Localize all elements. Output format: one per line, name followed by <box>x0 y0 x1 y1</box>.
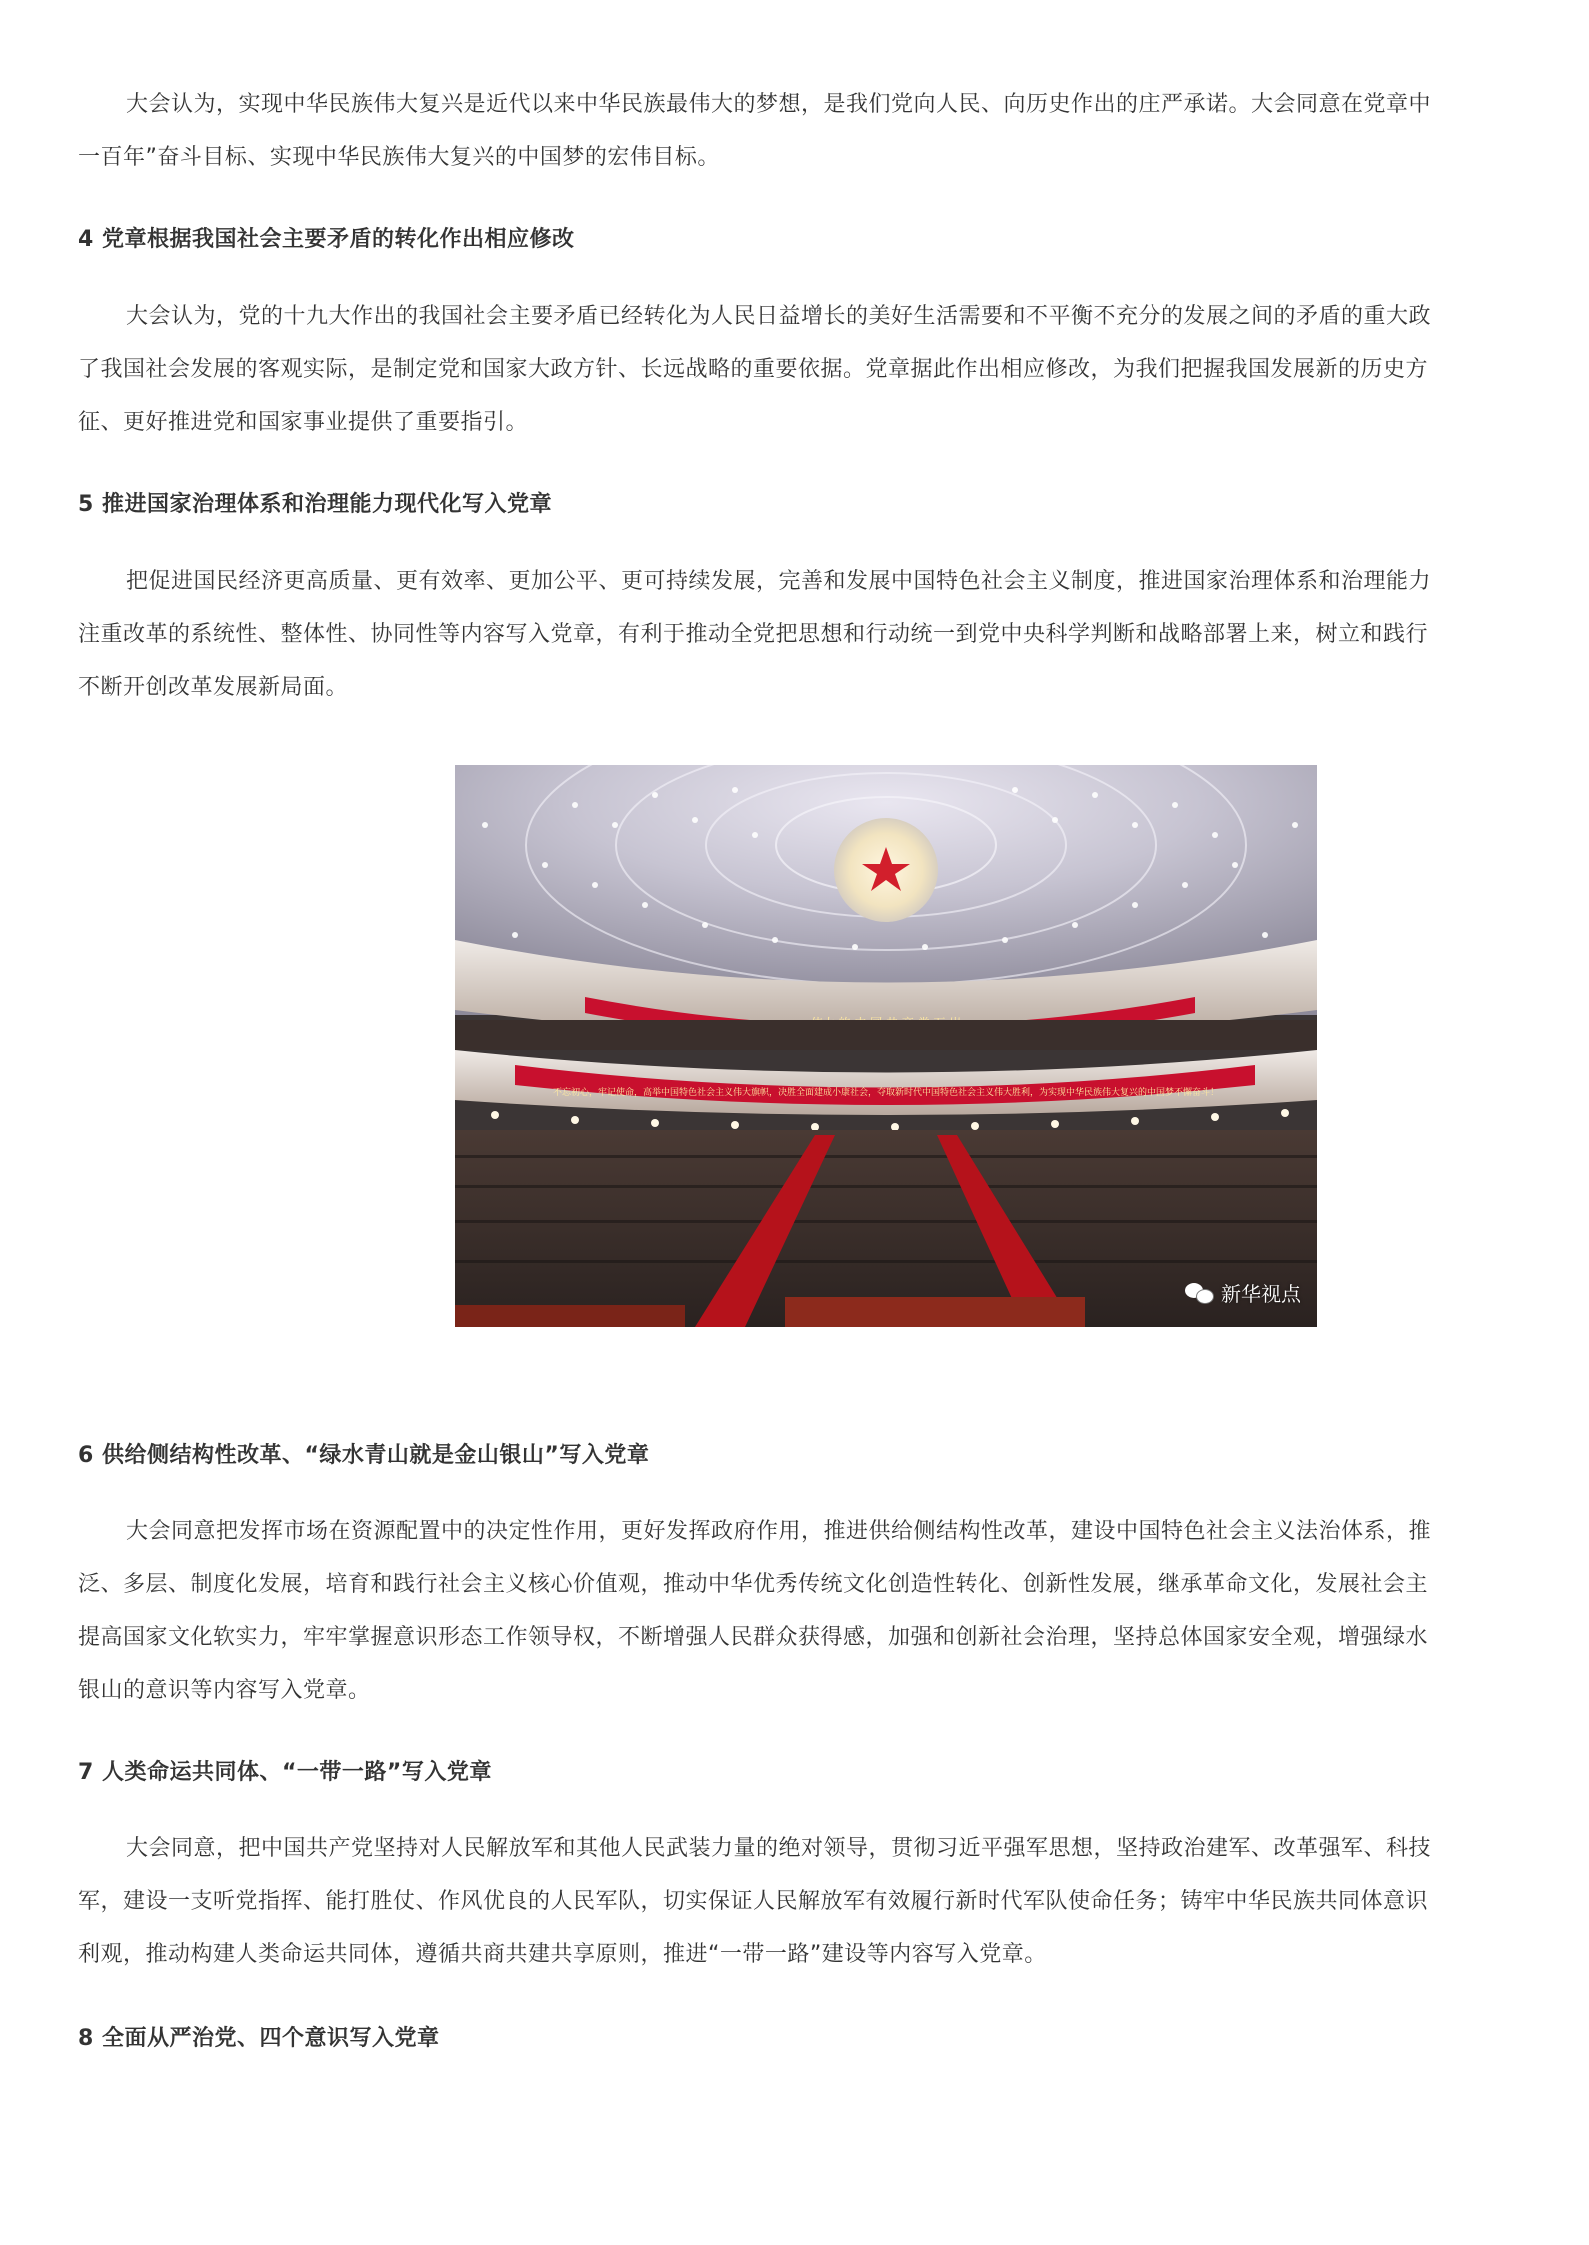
watermark <box>1185 1278 1301 1307</box>
paragraph-line: 把促进国民经济更高质量、更有效率、更加公平、更可持续发展，完善和发展中国特色社会主义制度，推进国家治理体系和治理能力 <box>126 569 1432 594</box>
paragraph-line: 军，建设一支听党指挥、能打胜仗、作风优良的人民军队，切实保证人民解放军有效履行新时代军队使命任务；铸牢中华民族共同体意识 <box>78 1889 1429 1914</box>
section-6-heading: 6 供给侧结构性改革、“绿水青山就是金山银山”写入党章 <box>78 1443 650 1468</box>
paragraph-line: 一百年”奋斗目标、实现中华民族伟大复兴的中国梦的宏伟目标。 <box>78 145 720 170</box>
paragraph-line: 大会认为，实现中华民族伟大复兴是近代以来中华民族最伟大的梦想，是我们党向人民、向历史作出的庄严承诺。大会同意在党章中 <box>126 92 1432 117</box>
lower-banner-text: 不忘初心，牢记使命，高举中国特色社会主义伟大旗帜，决胜全面建成小康社会，夺取新时代中国特色社会主义伟大胜利，为实现中华民族伟大复兴的中国梦不懈奋斗！ <box>552 1088 1220 1098</box>
section-4-paragraph <box>78 290 1518 449</box>
wechat-icon <box>1185 1281 1215 1305</box>
great-hall-photo <box>455 765 1317 1327</box>
paragraph-line: 不断开创改革发展新局面。 <box>78 675 349 700</box>
section-4-heading: 4 党章根据我国社会主要矛盾的转化作出相应修改 <box>78 227 575 252</box>
paragraph-line: 利观，推动构建人类命运共同体，遵循共商共建共享原则，推进“一带一路”建设等内容写入党章。 <box>78 1942 1047 1967</box>
paragraph-line: 大会同意把发挥市场在资源配置中的决定性作用，更好发挥政府作用，推进供给侧结构性改革，建设中国特色社会主义法治体系，推 <box>126 1519 1432 1544</box>
paragraph-line: 注重改革的系统性、整体性、协同性等内容写入党章，有利于推动全党把思想和行动统一到党中央科学判断和战略部署上来，树立和践行 <box>78 622 1429 647</box>
paragraph-line: 提高国家文化软实力，牢牢掌握意识形态工作领导权，不断增强人民群众获得感，加强和创新社会治理，坚持总体国家安全观，增强绿水 <box>78 1625 1429 1650</box>
section-5-heading: 5 推进国家治理体系和治理能力现代化写入党章 <box>78 492 552 517</box>
section-7-paragraph <box>78 1822 1518 1981</box>
section-8-heading: 8 全面从严治党、四个意识写入党章 <box>78 2026 440 2051</box>
great-hall-illustration <box>455 765 1317 1327</box>
paragraph-line: 泛、多层、制度化发展，培育和践行社会主义核心价值观，推动中华优秀传统文化创造性转化、创新性发展，继承革命文化，发展社会主 <box>78 1572 1429 1597</box>
paragraph-line: 银山的意识等内容写入党章。 <box>78 1678 371 1703</box>
section-5-paragraph <box>78 555 1518 714</box>
intro-paragraph <box>78 78 1518 184</box>
paragraph-line: 征、更好推进党和国家事业提供了重要指引。 <box>78 410 529 435</box>
section-6-paragraph <box>78 1505 1518 1717</box>
section-7-heading: 7 人类命运共同体、“一带一路”写入党章 <box>78 1760 492 1785</box>
paragraph-line: 大会同意，把中国共产党坚持对人民解放军和其他人民武装力量的绝对领导，贯彻习近平强军思想，坚持政治建军、改革强军、科技 <box>126 1836 1432 1861</box>
paragraph-line: 大会认为，党的十九大作出的我国社会主要矛盾已经转化为人民日益增长的美好生活需要和不平衡不充分的发展之间的矛盾的重大政 <box>126 304 1432 329</box>
watermark-text: 新华视点 <box>1221 1282 1301 1306</box>
paragraph-line: 了我国社会发展的客观实际，是制定党和国家大政方针、长远战略的重要依据。党章据此作出相应修改，为我们把握我国发展新的历史方 <box>78 357 1429 382</box>
